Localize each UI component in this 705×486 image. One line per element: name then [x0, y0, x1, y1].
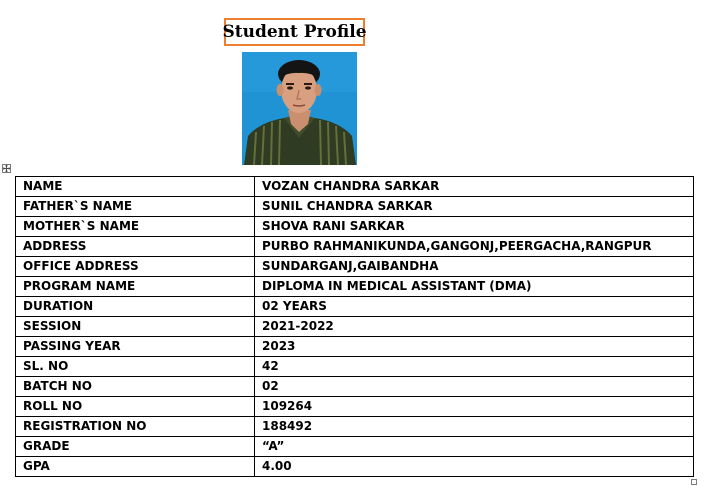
row-value: SUNDARGANJ,GAIBANDHA	[255, 257, 694, 277]
row-label: FATHER`S NAME	[16, 197, 255, 217]
row-label: DURATION	[16, 297, 255, 317]
row-label: PROGRAM NAME	[16, 277, 255, 297]
table-move-handle[interactable]	[2, 164, 11, 173]
table-row	[16, 277, 694, 297]
row-value: DIPLOMA IN MEDICAL ASSISTANT (DMA)	[255, 277, 694, 297]
row-value: 02	[255, 377, 694, 397]
table-row	[16, 317, 694, 337]
row-label: PASSING YEAR	[16, 337, 255, 357]
row-value: VOZAN CHANDRA SARKAR	[255, 177, 694, 197]
student-photo	[242, 52, 357, 165]
page-title: Student Profile	[224, 18, 365, 46]
table-row	[16, 417, 694, 437]
row-label: MOTHER`S NAME	[16, 217, 255, 237]
row-value: “A”	[255, 437, 694, 457]
row-label: SL. NO	[16, 357, 255, 377]
row-label: GPA	[16, 457, 255, 477]
row-value: 42	[255, 357, 694, 377]
row-value: 2023	[255, 337, 694, 357]
table-row	[16, 177, 694, 197]
table-resize-handle[interactable]	[691, 479, 697, 485]
table-row	[16, 337, 694, 357]
table-row	[16, 297, 694, 317]
row-value: 2021-2022	[255, 317, 694, 337]
row-value: 4.00	[255, 457, 694, 477]
student-profile-table	[15, 176, 694, 477]
table-row	[16, 257, 694, 277]
row-label: SESSION	[16, 317, 255, 337]
row-value: 109264	[255, 397, 694, 417]
row-label: ADDRESS	[16, 237, 255, 257]
row-label: GRADE	[16, 437, 255, 457]
table-row	[16, 437, 694, 457]
row-value: SUNIL CHANDRA SARKAR	[255, 197, 694, 217]
row-label: ROLL NO	[16, 397, 255, 417]
table-row	[16, 197, 694, 217]
table-row	[16, 357, 694, 377]
table-row	[16, 217, 694, 237]
table-row	[16, 377, 694, 397]
row-label: REGISTRATION NO	[16, 417, 255, 437]
table-row	[16, 397, 694, 417]
table-row	[16, 457, 694, 477]
table-row	[16, 237, 694, 257]
row-value: 02 YEARS	[255, 297, 694, 317]
row-label: OFFICE ADDRESS	[16, 257, 255, 277]
row-value: SHOVA RANI SARKAR	[255, 217, 694, 237]
row-value: 188492	[255, 417, 694, 437]
row-label: NAME	[16, 177, 255, 197]
row-value: PURBO RAHMANIKUNDA,GANGONJ,PEERGACHA,RANGPUR	[255, 237, 694, 257]
row-label: BATCH NO	[16, 377, 255, 397]
